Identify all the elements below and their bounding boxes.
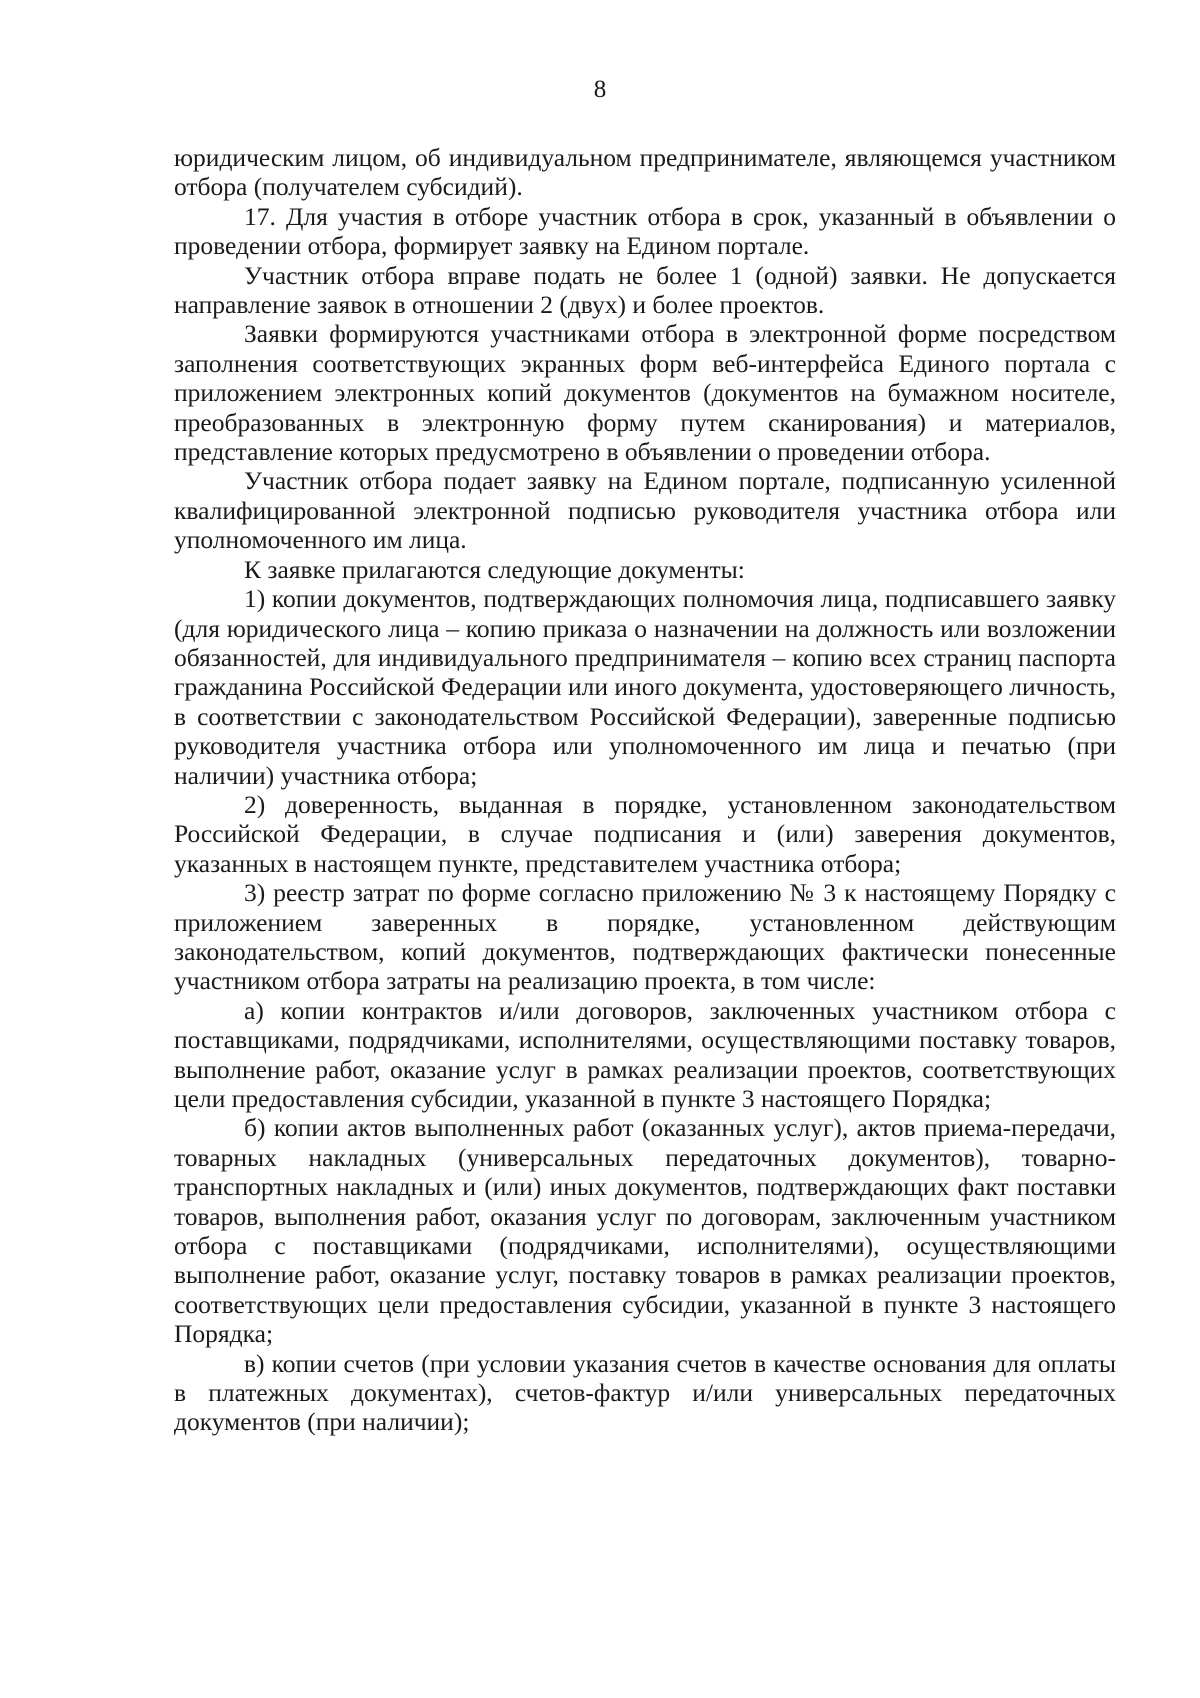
paragraph-document-2: 2) доверенность, выданная в порядке, установленном законодательством Российской Федерации, в случае подписания и (или) заверения документов, указанных в настоящем пункте, представителем участника отбора;	[174, 789, 1116, 878]
paragraph-item-17: 17. Для участия в отборе участник отбора в срок, указанный в объявлении о проведении отбора, формирует заявку на Едином портале.	[174, 201, 1116, 261]
paragraph-application-signature: Участник отбора подает заявку на Едином портале, подписанную усиленной квалифицированной электронной подписью руководителя участника отбора или уполномоченного им лица.	[174, 466, 1116, 555]
paragraph-subitem-a: а) копии контрактов и/или договоров, заключенных участником отбора с поставщиками, подрядчиками, исполнителями, осуществляющими поставку товаров, выполнение работ, оказание услуг в рамках реализации проектов, соответствующих цели предоставления субсидии, указанной в пункте 3 настоящего Порядка;	[174, 995, 1116, 1113]
paragraph-continuation: юридическим лицом, об индивидуальном предпринимателе, являющемся участником отбора (получателем субсидий).	[174, 143, 1116, 202]
paragraph-documents-intro: К заявке прилагаются следующие документы:	[244, 554, 745, 584]
document-body	[174, 143, 1116, 1437]
paragraph-document-3: 3) реестр затрат по форме согласно приложению № 3 к настоящему Порядку с приложением заверенных в порядке, установленном действующим законодательством, копий документов, подтверждающих фактически понесенные участником отбора затраты на реализацию проекта, в том числе:	[174, 878, 1116, 996]
page-number: 8	[593, 76, 607, 103]
paragraph-application-form: Заявки формируются участниками отбора в электронной форме посредством заполнения соответствующих экранных форм веб-интерфейса Единого портала с приложением электронных копий документов (документов на бумажном носителе, преобразованных в электронную форму путем сканирования) и материалов, представление которых предусмотрено в объявлении о проведении отбора.	[174, 319, 1116, 467]
paragraph-subitem-b: б) копии актов выполненных работ (оказанных услуг), актов приема-передачи, товарных накладных (универсальных передаточных документов), товарно-транспортных накладных и (или) иных документов, подтверждающих факт поставки товаров, выполнения работ, оказания услуг по договорам, заключенным участником отбора с поставщиками (подрядчиками, исполнителями), осуществляющими выполнение работ, оказание услуг, поставку товаров в рамках реализации проектов, соответствующих цели предоставления субсидии, указанной в пункте 3 настоящего Порядка;	[174, 1113, 1116, 1349]
paragraph-document-1: 1) копии документов, подтверждающих полномочия лица, подписавшего заявку (для юридического лица – копию приказа о назначении на должность или возложении обязанностей, для индивидуального предпринимателя – копию всех страниц паспорта гражданина Российской Федерации или иного документа, удостоверяющего личность, в соответствии с законодательством Российской Федерации), заверенные подписью руководителя участника отбора или уполномоченного им лица и печатью (при наличии) участника отбора;	[174, 584, 1116, 790]
paragraph-subitem-v: в) копии счетов (при условии указания счетов в качестве основания для оплаты в платежных документах), счетов-фактур и/или универсальных передаточных документов (при наличии);	[174, 1348, 1116, 1437]
paragraph-application-limit: Участник отбора вправе подать не более 1 (одной) заявки. Не допускается направление заявок в отношении 2 (двух) и более проектов.	[174, 260, 1116, 320]
